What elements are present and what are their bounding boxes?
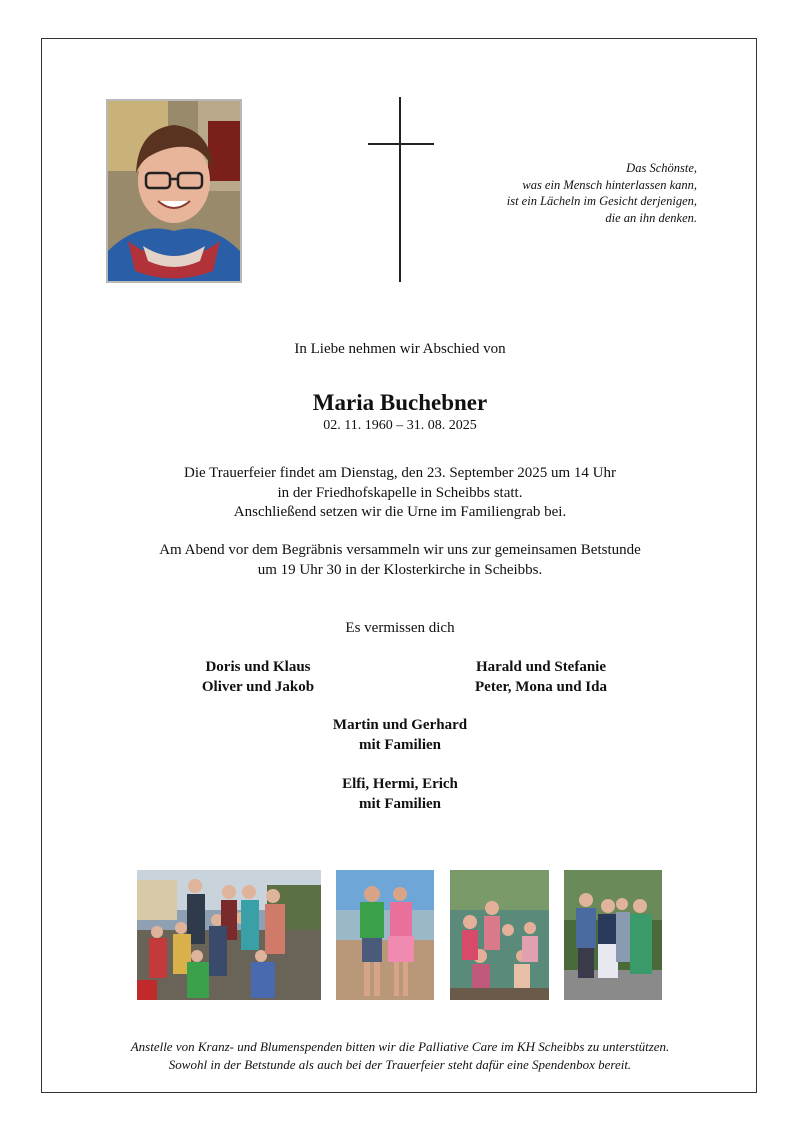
prayer-info [0, 541, 800, 580]
family-group-right [441, 658, 641, 697]
cross-icon-bar [368, 143, 434, 145]
donation-note [0, 1038, 800, 1074]
family-line: mit Familien [358, 736, 442, 753]
family-line: mit Familien [358, 795, 442, 812]
family-line: Oliver und Jakob [201, 678, 315, 695]
adults-garden-photo [564, 870, 662, 1000]
footer-line: Sowohl in der Betstunde als auch bei der Trauerfeier steht dafür eine Spendenbox bereit. [168, 1057, 632, 1072]
funeral-line: in der Friedhofskapelle in Scheibbs statt. [277, 484, 523, 501]
family-line: Harald und Stefanie [475, 659, 607, 675]
family-group-center-1 [0, 716, 800, 755]
family-photo-group [137, 870, 321, 1000]
quote-line: ist ein Lächeln im Gesicht derjenigen, [506, 194, 697, 208]
family-group-left [158, 658, 358, 697]
family-line: Martin und Gerhard [332, 717, 468, 733]
family-line: Elfi, Hermi, Erich [342, 776, 458, 792]
quote-line: die an ihn denken. [605, 210, 697, 225]
intro-text: In Liebe nehmen wir Abschied von [294, 341, 506, 357]
quote-line: was ein Mensch hinterlassen kann, [522, 177, 697, 192]
footer-line: Anstelle von Kranz- und Blumenspenden bitten wir die Palliative Care im KH Scheibbs zu unterstützen. [130, 1039, 670, 1054]
funeral-info [0, 464, 800, 523]
life-dates: 02. 11. 1960 – 31. 08. 2025 [323, 418, 477, 433]
prayer-line: um 19 Uhr 30 in der Klosterkirche in Scheibbs. [257, 561, 543, 578]
swimming-kids-photo [450, 870, 549, 1000]
prayer-line: Am Abend vor dem Begräbnis versammeln wir uns zur gemeinsamen Betstunde [159, 542, 641, 558]
funeral-line: Die Trauerfeier findet am Dienstag, den 23. September 2025 um 14 Uhr [184, 465, 616, 481]
portrait-photo [106, 99, 242, 283]
missed-by-heading: Es vermissen dich [345, 620, 455, 636]
deceased-name: Maria Buchebner [312, 390, 488, 415]
quote-line: Das Schönste, [626, 161, 697, 175]
memorial-quote [507, 160, 697, 226]
family-line: Doris und Klaus [205, 659, 311, 675]
family-line: Peter, Mona und Ida [475, 678, 607, 695]
cross-icon [399, 97, 401, 282]
couple-beach-photo [336, 870, 434, 1000]
funeral-line: Anschließend setzen wir die Urne im Familiengrab bei. [233, 504, 567, 520]
family-group-center-2 [0, 775, 800, 814]
